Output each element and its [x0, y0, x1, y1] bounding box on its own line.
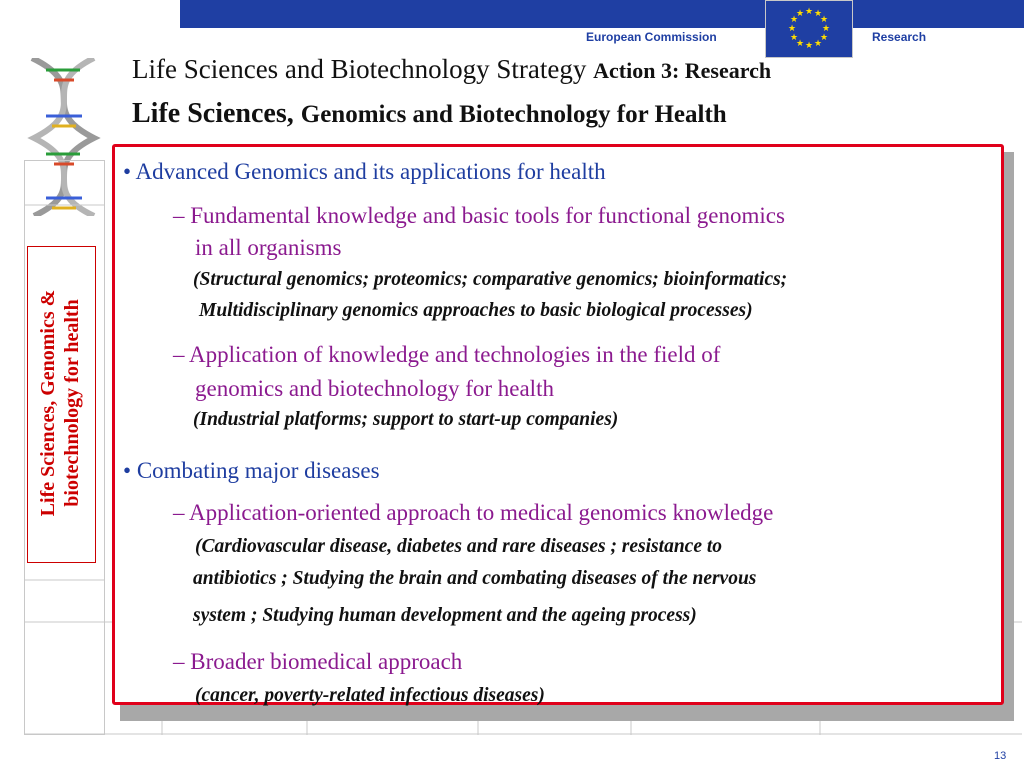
- svg-text:★: ★: [795, 9, 805, 19]
- svg-text:★: ★: [787, 24, 797, 34]
- svg-text:★: ★: [795, 39, 805, 49]
- sub2-text-line1: Application of knowledge and technologies in the field of: [188, 342, 721, 367]
- slide-title-line2: [132, 98, 727, 130]
- sub-item-application-oriented: – Application-oriented approach to medical genomics knowledge: [173, 500, 774, 525]
- svg-text:★: ★: [813, 9, 823, 19]
- svg-text:★: ★: [804, 7, 814, 17]
- action-label: Action 3: Research: [593, 58, 772, 83]
- title-rest: Genomics and Biotechnology for Health: [300, 101, 727, 128]
- sub3-detail-line1: (Cardiovascular disease, diabetes and rare diseases ; resistance to: [195, 536, 723, 557]
- eu-flag-logo: [765, 0, 853, 58]
- sub4-text: Broader biomedical approach: [190, 649, 463, 674]
- svg-text:★: ★: [789, 33, 799, 43]
- title-prefix: Life Sciences,: [132, 98, 294, 129]
- sub3-text: Application-oriented approach to medical genomics knowledge: [188, 500, 774, 525]
- bullet-advanced-genomics: • Advanced Genomics and its applications for health: [123, 159, 606, 184]
- sub-item-application-knowledge: – Application of knowledge and technologies in the field of: [173, 342, 721, 367]
- svg-text:★: ★: [819, 33, 829, 43]
- content-box: [112, 144, 1004, 705]
- sub1-text-line1: Fundamental knowledge and basic tools for functional genomics: [190, 203, 785, 228]
- page-number: 13: [994, 750, 1007, 762]
- sidebar-line1: Life Sciences, Genomics &: [37, 289, 59, 517]
- sub-item-fundamental-knowledge: – Fundamental knowledge and basic tools for functional genomics: [173, 203, 785, 228]
- svg-text:★: ★: [804, 41, 814, 51]
- sidebar-vertical-label: [36, 290, 84, 517]
- svg-text:★: ★: [821, 24, 831, 34]
- sub-item-broader-biomedical: – Broader biomedical approach: [173, 649, 463, 674]
- sub4-detail: (cancer, poverty-related infectious diseases): [195, 685, 545, 706]
- sub1-text-line2: in all organisms: [195, 235, 342, 260]
- sub3-detail-line3: system ; Studying human development and the ageing process): [193, 605, 697, 626]
- research-label: Research: [872, 30, 927, 44]
- sidebar-line2: biotechnology for health: [61, 299, 83, 507]
- sub1-detail-line1: (Structural genomics; proteomics; comparative genomics; bioinformatics;: [193, 269, 788, 290]
- svg-text:★: ★: [789, 15, 799, 25]
- sub3-detail-line2: antibiotics ; Studying the brain and combating diseases of the nervous: [193, 568, 757, 589]
- sub2-text-line2: genomics and biotechnology for health: [195, 376, 554, 401]
- bullet2-text: Combating major diseases: [136, 458, 380, 483]
- svg-text:★: ★: [819, 15, 829, 25]
- sub2-detail: (Industrial platforms; support to start-up companies): [193, 409, 619, 430]
- header-bar: [180, 0, 1024, 28]
- strategy-title: Life Sciences and Biotechnology Strategy: [132, 54, 587, 84]
- bullet-combating-diseases: • Combating major diseases: [123, 458, 380, 483]
- sub1-detail-line2: Multidisciplinary genomics approaches to basic biological processes): [199, 300, 753, 321]
- bullet1-text: Advanced Genomics and its applications for health: [135, 159, 606, 184]
- slide-title-line1: [132, 54, 771, 85]
- svg-text:★: ★: [813, 39, 823, 49]
- organization-label: European Commission: [586, 30, 717, 44]
